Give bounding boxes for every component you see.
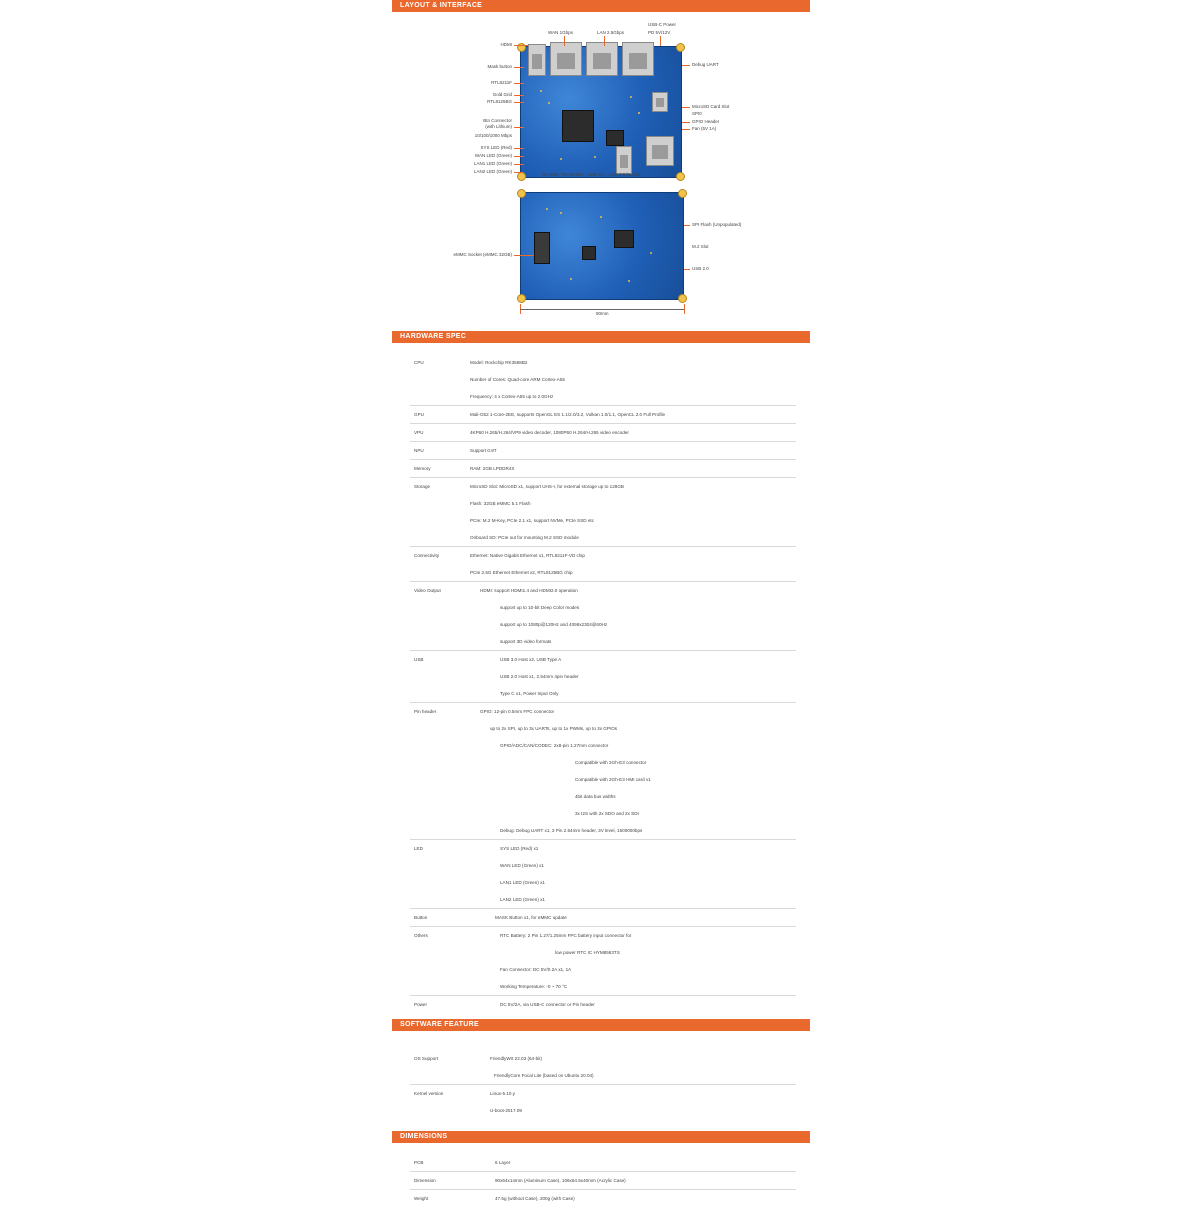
mount-hole — [517, 294, 526, 303]
spec-value: Debug: Debug UART x1, 3 Pin 2.54mm header, 3V level, 1500000bps — [500, 828, 643, 833]
mount-hole — [517, 189, 526, 198]
spec-value: Frequency: 4 x Cortex-A55 up to 2.0GHz — [470, 394, 554, 399]
spec-row — [410, 582, 796, 599]
spec-value: FriendlyWrt 22.03 (64-bit) — [490, 1056, 542, 1061]
spec-row — [410, 371, 796, 388]
spec-value: MASK Button x1, for eMMC update — [495, 915, 567, 920]
spec-key: Storage — [414, 484, 431, 489]
spec-key: Connectivity — [414, 553, 440, 558]
spec-value: HDMI: support HDMI1.4 and HDMI2.0 operation — [480, 588, 578, 593]
spec-row — [410, 460, 796, 477]
spec-value: PCIe 2.5G Ethernet Ethernet x2, RTL8125BG chip — [470, 570, 573, 575]
spec-value: Fan Connector: DC 5V/0.2A x1, 1A — [500, 967, 572, 972]
spec-key: LED — [414, 846, 423, 851]
spec-row — [410, 978, 796, 995]
spec-value: Ethernet: Native Gigabit Ethernet x1, RTL8211F-VD chip — [470, 553, 585, 558]
spec-value: U-boot-2017.09 — [490, 1108, 522, 1113]
spec-row — [410, 442, 796, 459]
controller-chip — [582, 246, 596, 260]
spec-row — [410, 512, 796, 529]
callout-mask-button: Mask button — [487, 64, 512, 69]
spec-row — [410, 822, 796, 839]
spec-value: DC 5V/2A, via USB-C connector or Pin header — [500, 1002, 595, 1007]
spec-value: 6 Layer — [495, 1160, 511, 1165]
section-banner-layout: LAYOUT & INTERFACE — [392, 0, 810, 12]
spec-value: GPIO/ADC/CAN/CODEC: 2x8-pin 1.27mm connector — [500, 743, 609, 748]
callout-fan: Fan (5V 1A) — [692, 126, 717, 131]
spec-key: Weight — [414, 1196, 429, 1201]
spec-row — [410, 788, 796, 805]
callout-spi-flash: SPI Flash (Unpopulated) — [692, 222, 742, 227]
spec-row — [410, 961, 796, 978]
callout-gpio-header: GPIO Header — [692, 119, 720, 124]
spec-value: Flash: 32GB eMMC 5.1 Flash — [470, 501, 531, 506]
spec-row — [410, 754, 796, 771]
spec-row — [410, 529, 796, 546]
spec-value: 4bit data bus widths — [575, 794, 616, 799]
callout-debug-uart: Debug UART — [692, 62, 719, 67]
mount-hole — [676, 43, 685, 52]
section-banner-hardware: HARDWARE SPEC — [392, 331, 810, 343]
spec-row — [410, 703, 796, 720]
callout-lan: LAN 2.5Gbps — [597, 30, 625, 35]
spec-row — [410, 1067, 796, 1084]
spec-value: Linux-5.10.y — [490, 1091, 516, 1096]
spec-row — [410, 685, 796, 702]
spec-value: USB 2.0 Host x1, 2.54mm 4pin header — [500, 674, 579, 679]
ram-chip — [606, 130, 624, 146]
callout-rtl8211f: RTL8211F — [491, 80, 512, 85]
spec-row — [410, 1085, 796, 1102]
spec-row — [410, 478, 796, 495]
spec-key: Button — [414, 915, 428, 920]
spec-value: FriendlyCore Focal Lite (based on Ubuntu 20.04) — [494, 1073, 594, 1078]
spec-key: Pin header — [414, 709, 437, 714]
spec-value: LAN1 LED (Green) x1 — [500, 880, 545, 885]
callout-usb2: USB 2.0 — [692, 266, 709, 271]
spec-row — [410, 668, 796, 685]
software-spec-table — [410, 1050, 796, 1119]
callout-gold-grid: Gold Grid — [492, 92, 512, 97]
spec-value: MicroSD Slot: MicroSD x1, support UHS-I, for external storage up to 128GB — [470, 484, 624, 489]
spec-value: 3x I2S with 2x SDO and 2x SDI — [575, 811, 639, 816]
spec-key: Kernel version — [414, 1091, 444, 1096]
spec-row — [410, 424, 796, 441]
spec-value: RAM: 2GB LPDDR4X — [470, 466, 515, 471]
spec-row — [410, 1154, 796, 1171]
spec-value: low power RTC IC HYM8563TS — [555, 950, 620, 955]
spec-row — [410, 874, 796, 891]
callout-wan: WAN 1Gbps — [548, 30, 573, 35]
microsd-slot — [652, 92, 668, 112]
callout-m2-slot: M.2 Slot — [692, 244, 709, 249]
spec-value: Model: Rockchip RK3568B2 — [470, 360, 528, 365]
spec-value: support 3D video formats — [500, 639, 552, 644]
board-top — [520, 46, 682, 178]
spec-row — [410, 388, 796, 405]
spec-key: Others — [414, 933, 428, 938]
spec-value: Working Temperature: -0 ~ 70 °C — [500, 984, 568, 989]
soc-chip — [562, 110, 594, 142]
usb3-port-2 — [646, 136, 674, 166]
section-banner-software: SOFTWARE FEATURE — [392, 1019, 810, 1031]
hardware-spec-table — [410, 354, 796, 1013]
callout-lan1-led: LAN1 LED (Green) — [473, 161, 512, 166]
spec-value: USB 3.0 Host x2, USB Type A — [500, 657, 562, 662]
spec-value: SYS LED (Red) x1 — [500, 846, 539, 851]
callout-spi0: SPI0 — [692, 111, 702, 116]
spec-value: Compatible with 2Gh-E3 connector — [575, 760, 647, 765]
spec-value: Compatible with 2Gh-E3 HMI card v1 — [575, 777, 651, 782]
callout-btn-connector: Btn Connector — [483, 118, 512, 123]
spec-key: CPU — [414, 360, 424, 365]
spec-key: USB — [414, 657, 424, 662]
spec-row — [410, 616, 796, 633]
spec-row — [410, 633, 796, 650]
spec-value: Onboard SD: PCIe out for mounting M.2 SSD module — [470, 535, 579, 540]
mount-hole — [678, 189, 687, 198]
spec-row — [410, 547, 796, 564]
spec-value: RTC Battery: 2 Pin 1.27/1.25mm FPC battery input connector for — [500, 933, 632, 938]
spec-value: 90x64x14mm (Aluminum Case), 106x64.5x40mm (Acrylic Case) — [495, 1178, 626, 1183]
spec-value: support up to 1080p@120Hz and 4096x2304@60Hz — [500, 622, 608, 627]
spec-row — [410, 996, 796, 1013]
hdmi-port — [528, 44, 546, 76]
mount-hole — [678, 294, 687, 303]
callout-pd: PD 5V/12V — [648, 30, 671, 35]
callout-mbps: 10/100/1000 Mbps — [474, 133, 512, 138]
spec-value: PCIe: M.2 M-Key, PCIe 2.1 x1, support NVMe, PCIe SSD etc — [470, 518, 594, 523]
spec-row — [410, 805, 796, 822]
spec-key: GPU — [414, 412, 424, 417]
emmc-socket — [534, 232, 550, 264]
width-dimension: 90mm — [596, 311, 609, 316]
mount-hole — [517, 172, 526, 181]
product-spec-page — [392, 0, 810, 1200]
spec-key: Dimension — [414, 1178, 436, 1183]
callout-rtl8125bg: RTL8125BG — [487, 99, 512, 104]
spec-key: PCB — [414, 1160, 424, 1165]
spec-value: up to 2x SPI, up to 3x UARTs, up to 1x PWMs, up to 3x GPIOs — [490, 726, 618, 731]
spec-value: 4KP60 H.265/H.264/VP9 video decoder, 1080P60 H.264/H.265 video encoder — [470, 430, 629, 435]
spec-value: Support 0.8T — [470, 448, 497, 453]
spec-row — [410, 927, 796, 944]
spec-value: GPIO: 12-pin 0.5mm FPC connector — [480, 709, 555, 714]
spec-row — [410, 564, 796, 581]
callout-usbc: USB-C Power — [648, 22, 677, 27]
spec-key: VPU — [414, 430, 424, 435]
dimensions-spec-table — [410, 1154, 796, 1207]
section-banner-dimensions: DIMENSIONS — [392, 1131, 810, 1143]
callout-microsd: MicroSD Card Slot — [692, 104, 730, 109]
wan-port — [550, 42, 582, 76]
spec-row — [410, 1050, 796, 1067]
spec-key: NPU — [414, 448, 424, 453]
spec-row — [410, 720, 796, 737]
spec-row — [410, 857, 796, 874]
spec-value: 47.5g (without Case), 200g (with Case) — [495, 1196, 575, 1201]
spec-row — [410, 406, 796, 423]
spec-value: Mali-G52 1-Core-2EE, supports OpenGL ES 1.1/2.0/3.2, Vulkan 1.0/1.1, OpenCL 2.0 Full Profile — [470, 412, 666, 417]
lan2-port — [622, 42, 654, 76]
spec-row — [410, 354, 796, 371]
spec-row — [410, 771, 796, 788]
lan1-port — [586, 42, 618, 76]
spec-key: Power — [414, 1002, 428, 1007]
spec-row — [410, 651, 796, 668]
spec-row — [410, 1172, 796, 1189]
callout-emmc-socket: eMMC Socket (eMMC 32GB) — [453, 252, 512, 257]
callout-with-lithium: (with Lithium) — [485, 124, 512, 129]
spec-value: Number of Cores: Quad-core ARM Cortex-A55 — [470, 377, 565, 382]
spec-value: WAN LED (Green) x1 — [500, 863, 544, 868]
spec-row — [410, 891, 796, 908]
spec-key: Memory — [414, 466, 431, 471]
spec-row — [410, 1190, 796, 1207]
spec-value: support up to 10-bit Deep Color modes — [500, 605, 580, 610]
mount-hole — [676, 172, 685, 181]
spec-key: Video Output — [414, 588, 441, 593]
spec-value: Type C x1, Power Input Only — [500, 691, 559, 696]
callout-sys-led: SYS LED (Red) — [480, 145, 512, 150]
callout-wan-led: WAN LED (Green) — [474, 153, 512, 158]
callout-lan2-led: LAN2 LED (Green) — [473, 169, 512, 174]
callout-hdmi: HDMI — [500, 42, 512, 47]
spec-row — [410, 1102, 796, 1119]
callout-bottom-chips: RK3568 / RK3568B2 · USB 3.0 · USB 2.0 header — [542, 172, 641, 177]
usb3-port-1 — [616, 146, 632, 174]
spec-row — [410, 944, 796, 961]
spec-key: OS Support — [414, 1056, 439, 1061]
spec-row — [410, 909, 796, 926]
board-bottom — [520, 192, 684, 300]
spec-row — [410, 840, 796, 857]
spec-row — [410, 737, 796, 754]
spec-row — [410, 599, 796, 616]
spec-row — [410, 495, 796, 512]
spi-flash — [614, 230, 634, 248]
spec-value: LAN2 LED (Green) x1 — [500, 897, 545, 902]
